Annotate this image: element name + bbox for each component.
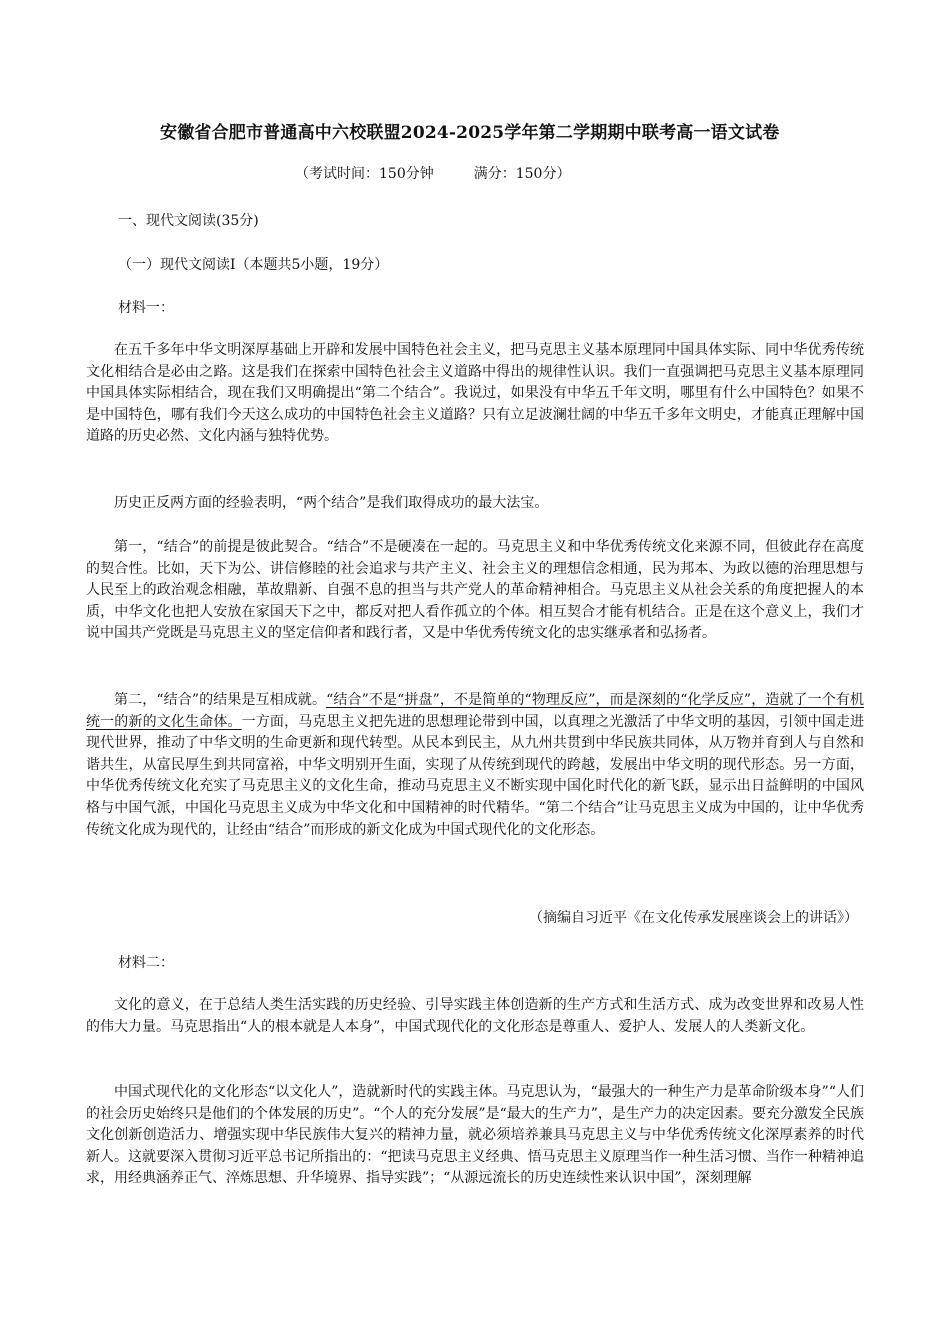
material2-paragraph-2: 中国式现代化的文化形态“以文化人”，造就新时代的实践主体。马克思认为，“最强大的一种生产力是革命阶级本身”“人们的社会历史始终只是他们的个体发展的历史”。“个人的充分发展”是“最大的生产力”，是生产力的决定因素。要充分激发全民族文化创新创造活力、增强实现中华民族伟大复兴的精神力量，就必须培养兼具马克思主义与中华优秀传统文化深厚素养的时代新人。这就要深入贯彻习近平总书记所指出的：“把读马克思主义经典、悟马克思主义原理当作一种生活习惯、当作一种精神追求，用经典涵养正气、淬炼思想、升华境界、指导实践”；“从源远流长的历史连续性来认识中国”，深刻理解	[86, 1084, 864, 1187]
section-subtitle: （一）现代文阅读Ⅰ（本题共5小题，19分）	[118, 257, 389, 273]
material1-paragraph-4	[86, 690, 864, 841]
section-title: 一、现代文阅读(35分)	[118, 213, 259, 229]
exam-title: 安徽省合肥市普通高中六校联盟2024-2025学年第二学期期中联考高一语文试卷	[160, 123, 780, 143]
material2-label: 材料二：	[118, 955, 174, 971]
material1-paragraph-1: 在五千多年中华文明深厚基础上开辟和发展中国特色社会主义，把马克思主义基本原理同中国具体实际、同中华优秀传统文化相结合是必由之路。这是我们在探索中国特色社会主义道路中得出的规律性认识。我们一直强调把马克思主义基本原理同中国具体实际相结合，现在我们又明确提出“第二个结合”。我说过，如果没有中华五千年文明，哪里有什么中国特色？如果不是中国特色，哪有我们今天这么成功的中国特色社会主义道路？只有立足波澜壮阔的中华五千多年文明史，才能真正理解中国道路的历史必然、文化内涵与独特优势。	[86, 342, 864, 445]
underlined-key-sentence: “结合”不是“拼盘”，不是简单的“物理反应”，而是深刻的“化学反应”，造就了一个有机统一的新的文化生命体。	[86, 692, 864, 730]
material1-label: 材料一：	[118, 300, 174, 316]
material1-paragraph-3: 第一，“结合”的前提是彼此契合。“结合”不是硬凑在一起的。马克思主义和中华优秀传统文化来源不同，但彼此存在高度的契合性。比如，天下为公、讲信修睦的社会追求与共产主义、社会主义的理想信念相通，民为邦本、为政以德的治理思想与人民至上的政治观念相融，革故鼎新、自强不息的担当与共产党人的革命精神相合。马克思主义从社会关系的角度把握人的本质，中华文化也把人安放在家国天下之中，都反对把人看作孤立的个体。相互契合才能有机结合。正是在这个意义上，我们才说中国共产党既是马克思主义的坚定信仰者和践行者，又是中华优秀传统文化的忠实继承者和弘扬者。	[86, 539, 864, 642]
paragraph-4-lead: 第二，“结合”的结果是互相成就。	[114, 692, 327, 708]
exam-time: （考试时间：150分钟	[295, 166, 434, 182]
full-score: 满分：150分）	[473, 166, 571, 182]
material1-paragraph-2: 历史正反两方面的经验表明，“两个结合”是我们取得成功的最大法宝。	[114, 495, 549, 511]
exam-meta	[295, 163, 570, 183]
material1-source: （摘编自习近平《在文化传承发展座谈会上的讲话》）	[529, 910, 858, 926]
paragraph-4-rest: 一方面，马克思主义把先进的思想理论带到中国，以真理之光激活了中华文明的基因，引领中国走进现代世界，推动了中华文明的生命更新和现代转型。从民本到民主，从九州共贯到中华民族共同体，从万物并育到人与自然和谐共生，从富民厚生到共同富裕，中华文明别开生面，实现了从传统到现代的跨越，发展出中华文明的现代形态。另一方面，中华优秀传统文化充实了马克思主义的文化生命，推动马克思主义不断实现中国化时代化的新飞跃，显示出日益鲜明的中国风格与中国气派，中国化马克思主义成为中华文化和中国精神的时代精华。“第二个结合”让马克思主义成为中国的，让中华优秀传统文化成为现代的，让经由“结合”而形成的新文化成为中国式现代化的文化形态。	[86, 713, 865, 838]
material2-paragraph-1: 文化的意义，在于总结人类生活实践的历史经验、引导实践主体创造新的生产方式和生活方式、成为改变世界和改易人性的伟大力量。马克思指出“人的根本就是人本身”，中国式现代化的文化形态是尊重人、爱护人、发展人的人类新文化。	[86, 997, 864, 1035]
